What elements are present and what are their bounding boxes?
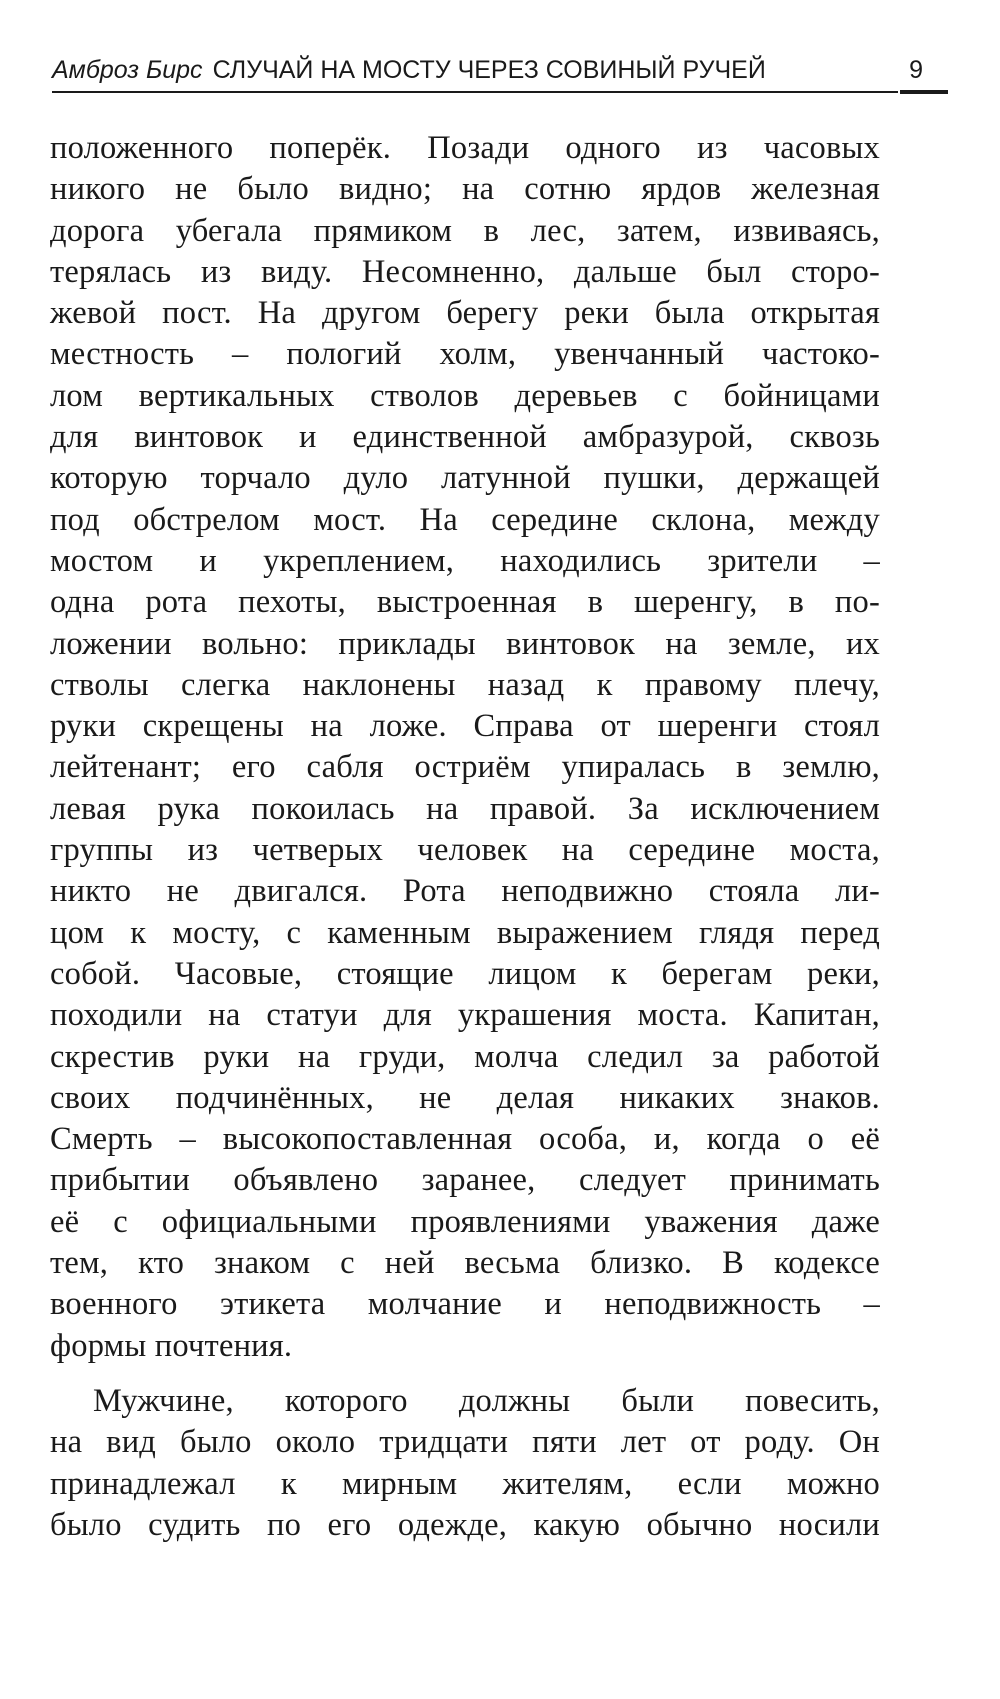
running-head-title: СЛУЧАЙ НА МОСТУ ЧЕРЕЗ СОВИНЫЙ РУЧЕЙ	[212, 56, 766, 84]
text-line: местность – пологий холм, увенчанный частоко-	[50, 336, 880, 373]
text-line: одна рота пехоты, выстроенная в шеренгу, в по-	[50, 584, 880, 621]
text-line: походили на статуи для украшения моста. Капитан,	[50, 997, 880, 1034]
text-line: лом вертикальных стволов деревьев с бойницами	[50, 377, 880, 414]
text-line: прибытии объявлено заранее, следует принимать	[50, 1162, 880, 1199]
text-line: которую торчало дуло латунной пушки, держащей	[50, 460, 880, 497]
paragraph-1	[50, 128, 880, 1367]
header-rule	[52, 91, 898, 93]
text-line: тем, кто знаком с ней весьма близко. В кодексе	[50, 1245, 880, 1282]
text-line: скрестив руки на груди, молча следил за работой	[50, 1038, 880, 1075]
text-line: группы из четверых человек на середине моста,	[50, 832, 880, 869]
paragraph-spacer	[50, 1367, 880, 1381]
text-line: стволы слегка наклонены назад к правому плечу,	[50, 666, 880, 703]
text-line: под обстрелом мост. На середине склона, между	[50, 501, 880, 538]
text-line: лейтенант; его сабля остриём упиралась в землю,	[50, 749, 880, 786]
text-line: Мужчине, которого должны были повесить,	[93, 1382, 880, 1419]
text-line: мостом и укреплением, находились зрители –	[50, 542, 880, 579]
text-line: на вид было около тридцати пяти лет от роду. Он	[50, 1424, 880, 1461]
text-line: её с официальными проявлениями уважения даже	[50, 1203, 880, 1240]
page-number: 9	[909, 56, 923, 84]
text-line: левая рука покоилась на правой. За исключением	[50, 790, 880, 827]
text-line: терялась из виду. Несомненно, дальше был сторо-	[50, 253, 880, 290]
text-line: формы почтения.	[50, 1327, 293, 1364]
text-line: жевой пост. На другом берегу реки была открытая	[50, 295, 880, 332]
body-text	[50, 128, 880, 1546]
running-head	[52, 50, 947, 90]
text-line: дорога убегала прямиком в лес, затем, извиваясь,	[50, 212, 880, 249]
text-line: никто не двигался. Рота неподвижно стояла ли-	[50, 873, 880, 910]
text-line: никого не было видно; на сотню ярдов железная	[50, 171, 880, 208]
header-rule-accent	[900, 90, 948, 94]
text-line: принадлежал к мирным жителям, если можно	[50, 1465, 880, 1502]
text-line: военного этикета молчание и неподвижность –	[50, 1286, 880, 1323]
text-line: для винтовок и единственной амбразурой, сквозь	[50, 419, 880, 456]
paragraph-2	[50, 1381, 880, 1546]
text-line: Смерть – высокопоставленная особа, и, когда о её	[50, 1121, 880, 1158]
text-line: цом к мосту, с каменным выражением глядя перед	[50, 914, 880, 951]
running-head-author: Амброз Бирс	[52, 56, 203, 84]
text-line: своих подчинённых, не делая никаких знаков.	[50, 1079, 880, 1116]
text-line: положенного поперёк. Позади одного из часовых	[50, 130, 880, 166]
text-line: собой. Часовые, стоящие лицом к берегам реки,	[50, 955, 880, 992]
text-line: ложении вольно: приклады винтовок на земле, их	[50, 625, 880, 662]
text-line: руки скрещены на ложе. Справа от шеренги стоял	[50, 708, 880, 745]
text-line: было судить по его одежде, какую обычно носили	[50, 1506, 880, 1543]
